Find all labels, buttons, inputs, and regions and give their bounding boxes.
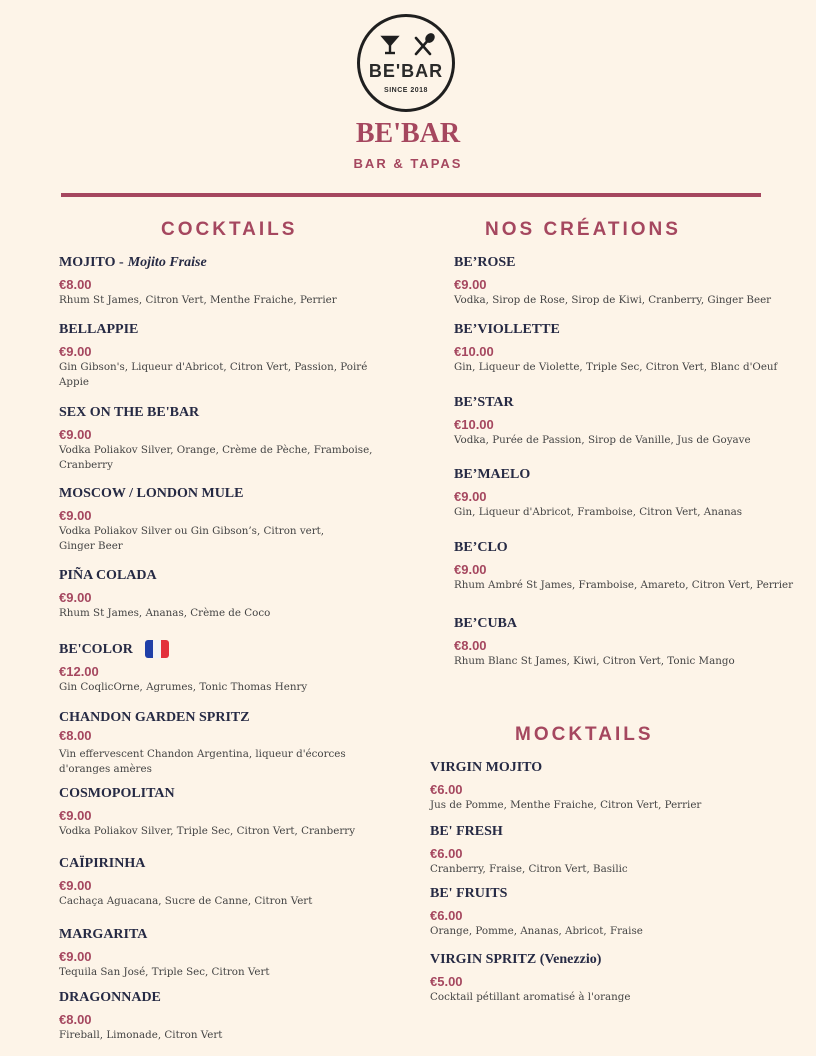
item-price: €9.00 bbox=[59, 808, 92, 823]
item-name: MOJITO - bbox=[59, 255, 124, 270]
menu-item bbox=[59, 567, 399, 621]
item-description: Gin Gibson's, Liqueur d'Abricot, Citron Vert, Passion, Poiré Appie bbox=[59, 361, 368, 388]
item-name: SEX ON THE BE'BAR bbox=[59, 405, 200, 420]
item-name: BE’MAELO bbox=[454, 467, 531, 482]
item-price: €8.00 bbox=[59, 1012, 92, 1027]
section-title-creations: NOS CRÉATIONS bbox=[485, 219, 681, 240]
item-description: Rhum Ambré St James, Framboise, Amareto, Citron Vert, Perrier bbox=[454, 579, 794, 591]
item-name: CHANDON GARDEN SPRITZ bbox=[59, 710, 250, 725]
menu-item bbox=[454, 394, 814, 448]
item-description: Vodka Poliakov Silver ou Gin Gibson’s, Citron vert, Ginger Beer bbox=[59, 525, 325, 552]
item-price: €12.00 bbox=[59, 664, 99, 679]
item-name: BE’STAR bbox=[454, 395, 514, 410]
menu-item bbox=[59, 989, 399, 1043]
item-description: Cachaça Aguacana, Sucre de Canne, Citron Vert bbox=[59, 895, 313, 907]
item-price: €8.00 bbox=[59, 277, 92, 292]
item-name: BE’CUBA bbox=[454, 616, 518, 631]
item-price: €6.00 bbox=[430, 846, 463, 861]
french-flag-icon bbox=[145, 640, 169, 658]
cocktail-glass-icon bbox=[383, 37, 397, 53]
logo-since: SINCE 2018 bbox=[384, 87, 428, 94]
menu-item bbox=[454, 466, 814, 520]
item-price: €10.00 bbox=[454, 344, 494, 359]
item-description: Cranberry, Fraise, Citron Vert, Basilic bbox=[430, 863, 628, 875]
item-name: BE'COLOR bbox=[59, 641, 133, 657]
item-description: Gin, Liqueur de Violette, Triple Sec, Citron Vert, Blanc d'Oeuf bbox=[454, 361, 778, 373]
item-description: Tequila San José, Triple Sec, Citron Vert bbox=[59, 966, 270, 978]
item-name: COSMOPOLITAN bbox=[59, 786, 175, 801]
item-price: €9.00 bbox=[59, 878, 92, 893]
item-price: €9.00 bbox=[59, 344, 92, 359]
logo-badge bbox=[357, 14, 455, 112]
menu-item bbox=[454, 615, 814, 669]
item-description: Orange, Pomme, Ananas, Abricot, Fraise bbox=[430, 925, 643, 937]
item-description: Gin CoqlicOrne, Agrumes, Tonic Thomas Henry bbox=[59, 681, 308, 693]
menu-item bbox=[454, 321, 816, 375]
menu-item bbox=[59, 640, 399, 695]
item-description: Jus de Pomme, Menthe Fraiche, Citron Vert, Perrier bbox=[430, 799, 702, 811]
brand-tagline: BAR & TAPAS bbox=[353, 156, 463, 171]
menu-item bbox=[59, 855, 399, 909]
item-description: Gin, Liqueur d'Abricot, Framboise, Citron Vert, Ananas bbox=[454, 506, 743, 518]
item-name: BE’CLO bbox=[454, 540, 508, 555]
item-name: BE’ROSE bbox=[454, 255, 516, 270]
item-description: Cocktail pétillant aromatisé à l'orange bbox=[430, 991, 631, 1003]
item-price: €6.00 bbox=[430, 782, 463, 797]
item-name: BE’VIOLLETTE bbox=[454, 322, 560, 337]
item-description: Vodka, Sirop de Rose, Sirop de Kiwi, Cranberry, Ginger Beer bbox=[454, 294, 772, 306]
header-divider bbox=[61, 193, 761, 197]
menu-item bbox=[59, 926, 399, 980]
item-price: €9.00 bbox=[454, 562, 487, 577]
item-description: Rhum St James, Ananas, Crème de Coco bbox=[59, 607, 271, 619]
menu-item bbox=[430, 951, 800, 1005]
item-price: €5.00 bbox=[430, 974, 463, 989]
item-description: Vodka Poliakov Silver, Orange, Crème de Pèche, Framboise, Cranberry bbox=[59, 444, 373, 471]
item-subname: Mojito Fraise bbox=[127, 255, 207, 270]
section-title-mocktails: MOCKTAILS bbox=[515, 724, 654, 745]
item-price: €9.00 bbox=[454, 277, 487, 292]
item-price: €8.00 bbox=[454, 638, 487, 653]
item-price: €8.00 bbox=[59, 728, 92, 743]
item-name: BE' FRUITS bbox=[430, 886, 508, 901]
menu-item bbox=[59, 404, 404, 473]
item-name: MOSCOW / LONDON MULE bbox=[59, 486, 244, 501]
item-description: Vodka, Purée de Passion, Sirop de Vanille, Jus de Goyave bbox=[454, 434, 751, 446]
item-description: Rhum Blanc St James, Kiwi, Citron Vert, Tonic Mango bbox=[454, 655, 735, 667]
fork-spoon-icon bbox=[416, 33, 435, 54]
item-price: €10.00 bbox=[454, 417, 494, 432]
menu-item bbox=[430, 759, 800, 813]
item-price: €9.00 bbox=[59, 949, 92, 964]
item-name: MARGARITA bbox=[59, 927, 148, 942]
item-name: BELLAPPIE bbox=[59, 322, 139, 337]
item-name: VIRGIN SPRITZ (Venezzio) bbox=[430, 952, 602, 967]
menu-item bbox=[430, 823, 800, 877]
menu-item bbox=[59, 254, 399, 308]
item-description: Fireball, Limonade, Citron Vert bbox=[59, 1029, 223, 1041]
item-name: BE' FRESH bbox=[430, 824, 503, 839]
menu-item bbox=[454, 254, 814, 308]
item-name: CAÏPIRINHA bbox=[59, 856, 146, 871]
item-price: €9.00 bbox=[59, 427, 92, 442]
brand-title: BE'BAR bbox=[355, 118, 461, 149]
item-price: €6.00 bbox=[430, 908, 463, 923]
item-price: €9.00 bbox=[454, 489, 487, 504]
menu-item bbox=[430, 885, 800, 939]
item-name: VIRGIN MOJITO bbox=[430, 760, 543, 775]
item-description: Rhum St James, Citron Vert, Menthe Fraiche, Perrier bbox=[59, 294, 337, 306]
menu-item bbox=[454, 539, 794, 593]
item-price: €9.00 bbox=[59, 508, 92, 523]
item-description: Vin effervescent Chandon Argentina, liqueur d'écorces d'oranges amères bbox=[59, 748, 346, 775]
item-description: Vodka Poliakov Silver, Triple Sec, Citron Vert, Cranberry bbox=[59, 825, 356, 837]
menu-item bbox=[59, 485, 359, 554]
item-name: DRAGONNADE bbox=[59, 990, 161, 1005]
logo-name: BE'BAR bbox=[368, 61, 444, 81]
menu-item bbox=[59, 785, 399, 839]
item-price: €9.00 bbox=[59, 590, 92, 605]
item-name: PIÑA COLADA bbox=[59, 568, 157, 583]
menu-item bbox=[59, 709, 379, 777]
section-title-cocktails: COCKTAILS bbox=[161, 219, 298, 240]
menu-item bbox=[59, 321, 389, 390]
